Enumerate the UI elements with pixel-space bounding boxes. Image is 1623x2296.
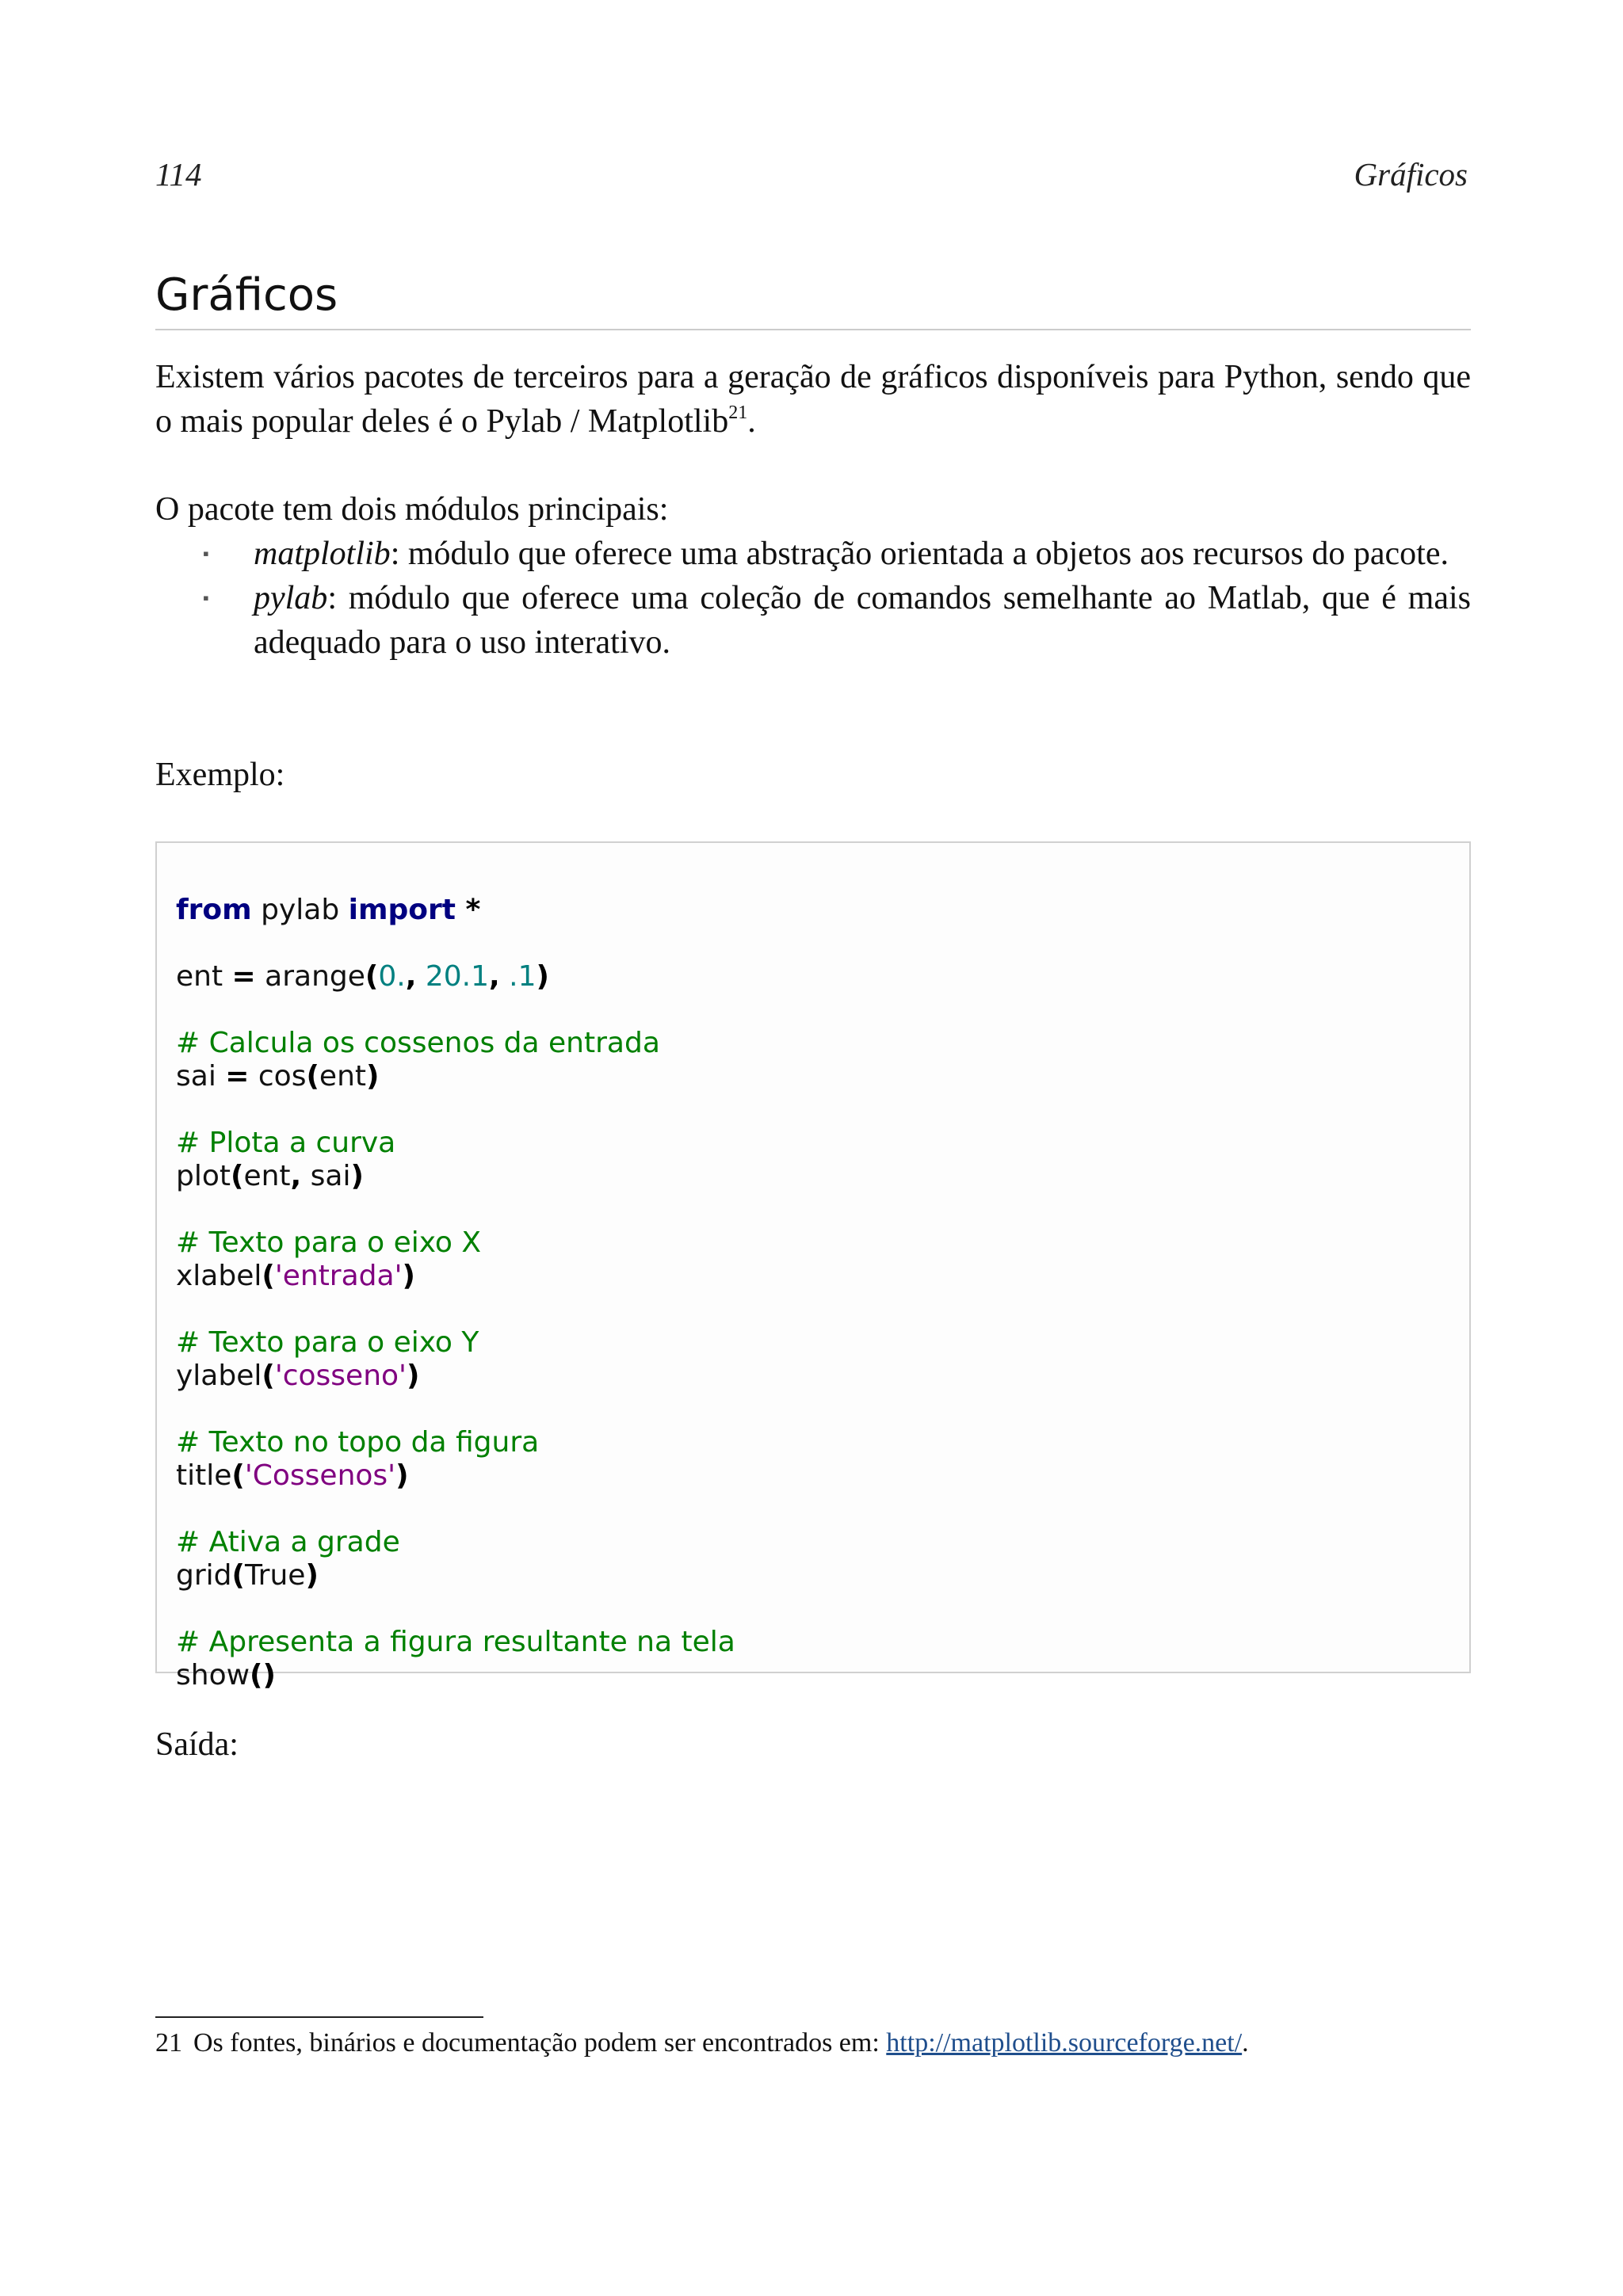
code-token: title [176,1459,232,1492]
code-operator: * [455,894,481,926]
code-operator: ) [395,1459,409,1492]
output-label: Saída: [155,1726,239,1763]
code-token: plot [176,1160,231,1192]
code-token: arange [255,960,365,993]
code-comment: # Apresenta a figura resultante na tela [176,1626,735,1658]
code-operator: ) [305,1559,319,1592]
code-operator: , [489,960,500,993]
intro-paragraph [155,355,1471,444]
code-operator: , [405,960,417,993]
code-line [176,1459,735,1493]
section-title: Gráficos [155,265,1471,330]
module-description: : módulo que oferece uma abstração orientada a objetos aos recursos do pacote. [390,536,1449,572]
bullet-icon: ▪ [203,543,209,563]
code-operator: ( [306,1060,319,1093]
code-string: 'cosseno' [274,1360,407,1392]
code-comment: # Texto para o eixo Y [176,1326,479,1359]
footnote-number: 21 [155,2028,182,2058]
code-token: xlabel [176,1260,262,1292]
modules-lead: O pacote tem dois módulos principais: [155,491,669,528]
code-operator: ( [231,1459,245,1492]
code-operator: ) [402,1260,415,1292]
code-comment: # Plota a curva [176,1127,396,1159]
code-line [176,1060,735,1093]
code-string: 'entrada' [274,1260,403,1292]
example-label: Exemplo: [155,757,285,793]
code-operator: = [231,960,256,993]
modules-list [155,532,1471,665]
code-operator: ) [406,1360,420,1392]
code-comment: # Calcula os cossenos da entrada [176,1027,660,1059]
code-line [176,1360,735,1393]
list-item [155,576,1471,665]
list-item [155,532,1471,576]
code-line [176,894,735,927]
footnote-end: . [1242,2028,1249,2058]
code-keyword: from [176,894,252,926]
footnote-reference[interactable]: 21 [728,402,748,423]
code-number: 20.1 [416,960,489,993]
code-operator: ( [231,1559,245,1592]
code-operator: ( [231,1160,244,1192]
code-blank-line [176,1093,735,1127]
code-line [176,1559,735,1592]
code-comment: # Ativa a grade [176,1526,400,1558]
code-token: ent [319,1060,367,1093]
code-number: .1 [499,960,537,993]
footnote-link[interactable]: http://matplotlib.sourceforge.net/ [886,2028,1243,2058]
code-blank-line [176,994,735,1027]
code-operator: ( [365,960,379,993]
code-number: 0. [378,960,406,993]
code-token: sai [176,1060,226,1093]
code-block [155,841,1471,1691]
code-blank-line [176,1393,735,1426]
footnote [155,2025,1249,2061]
bullet-icon: ▪ [203,588,209,608]
code-line [176,1659,735,1692]
running-header [155,155,1468,203]
code-comment: # Texto para o eixo X [176,1226,482,1259]
code-token: grid [176,1559,232,1592]
code-operator: ( [262,1360,275,1392]
code-keyword: import [348,894,456,926]
code-token: sai [301,1160,351,1192]
code-listing [176,860,735,1759]
code-operator: ) [366,1060,380,1093]
code-token: pylab [251,894,349,926]
code-comment: # Texto no topo da figura [176,1426,540,1459]
running-title: Gráficos [1354,156,1468,193]
code-operator: ) [536,960,549,993]
module-name: pylab [254,580,328,616]
code-token: ylabel [176,1360,262,1392]
code-token: ent [243,1160,291,1192]
code-operator: = [225,1060,250,1093]
module-name: matplotlib [254,536,391,572]
intro-text: Existem vários pacotes de terceiros para a geração de gráficos disponíveis para Python, sendo que o mais popular deles é o Pylab / Matplotlib [155,359,1471,440]
code-operator: ( [262,1260,275,1292]
page-number: 114 [155,156,202,193]
code-operator: ) [350,1160,364,1192]
code-token: cos [249,1060,307,1093]
code-operator: , [290,1160,302,1192]
module-description: : módulo que oferece uma coleção de comandos semelhante ao Matlab, que é mais adequado para o uso interativo. [254,580,1471,661]
intro-end: . [747,403,756,440]
code-line [176,960,735,994]
code-blank-line [176,1592,735,1626]
code-blank-line [176,1293,735,1326]
code-line [176,1160,735,1193]
footnote-divider [155,2016,483,2018]
code-line [176,1260,735,1293]
code-string: 'Cossenos' [244,1459,396,1492]
code-token: ent [176,960,232,993]
code-blank-line [176,1193,735,1226]
code-blank-line [176,1493,735,1526]
code-blank-line [176,927,735,960]
code-operator: () [250,1659,276,1691]
code-token: True [244,1559,306,1592]
code-token: show [176,1659,250,1691]
footnote-text: Os fontes, binários e documentação podem ser encontrados em: [193,2028,887,2058]
